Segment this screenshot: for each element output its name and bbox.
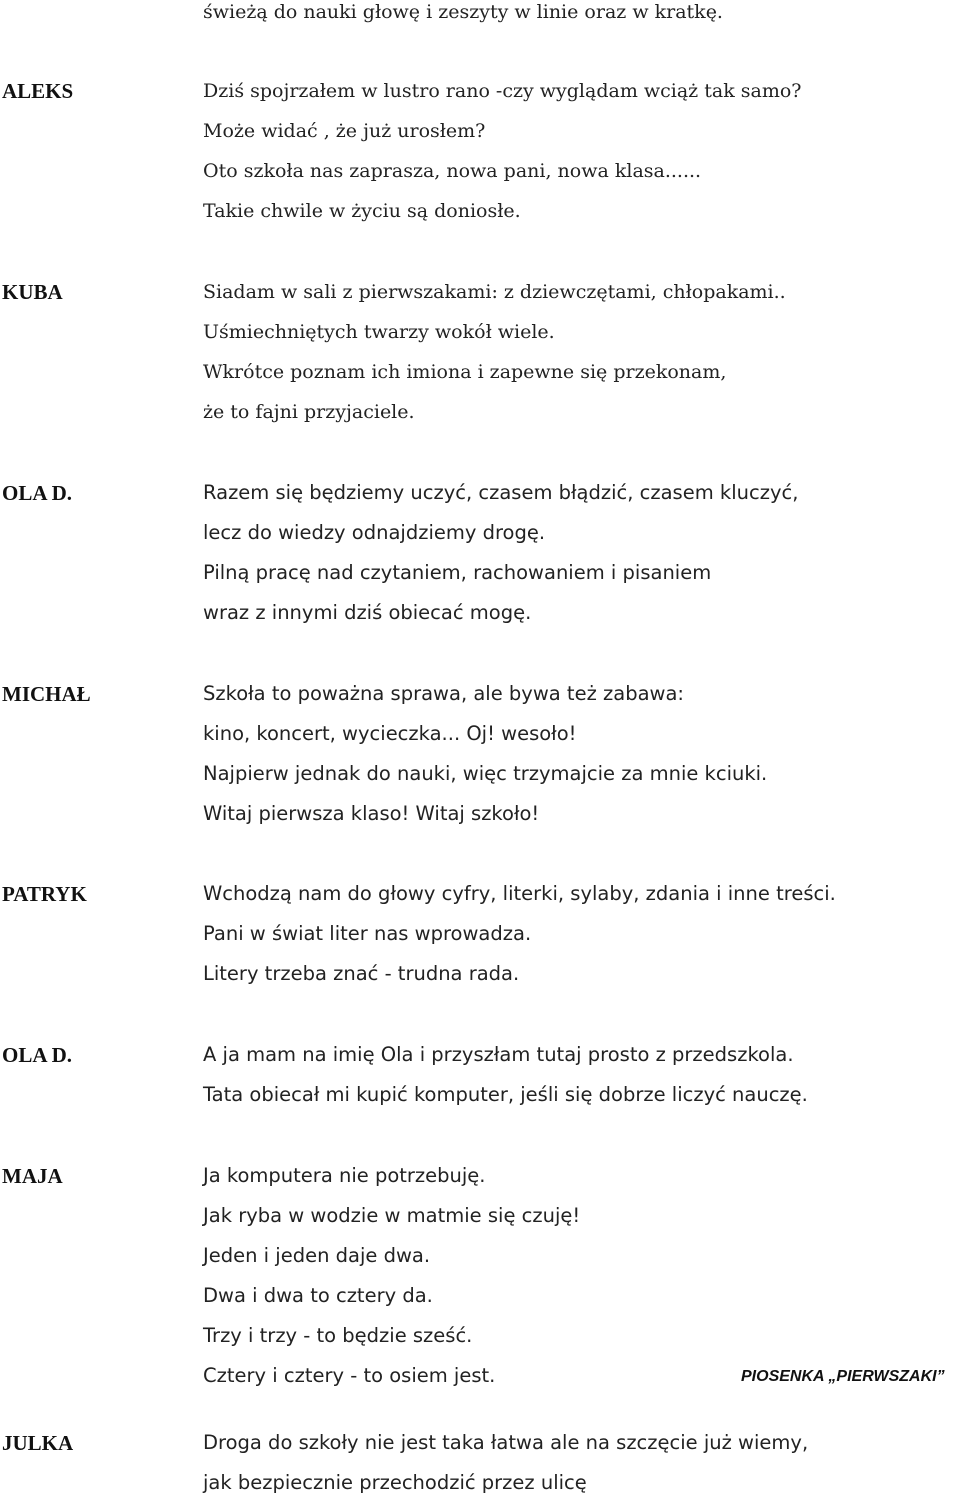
speaker-aleks: ALEKS (2, 79, 74, 103)
song-title: PIOSENKA „PIERWSZAKI” (741, 1368, 945, 1385)
speaker-ola-d: OLA D. (2, 481, 73, 505)
speaker-michal: MICHAŁ (2, 682, 91, 706)
verse-line: Razem się będziemy uczyć, czasem błądzić, czasem kluczyć, (203, 481, 799, 504)
verse-line: Litery trzeba znać - trudna rada. (203, 962, 520, 985)
verse-line: Witaj pierwsza klaso! Witaj szkoło! (203, 802, 540, 825)
verse-line: Może widać , że już urosłem? (203, 120, 486, 142)
speaker-julka: JULKA (2, 1431, 74, 1455)
verse-line: Ja komputera nie potrzebuję. (203, 1164, 486, 1187)
verse-line: Uśmiechniętych twarzy wokół wiele. (203, 321, 555, 343)
verse-line: lecz do wiedzy odnajdziemy drogę. (203, 521, 546, 544)
verse-line: Jeden i jeden daje dwa. (203, 1244, 431, 1267)
verse-line: Siadam w sali z pierwszakami: z dziewczętami, chłopakami.. (203, 281, 786, 303)
verse-line: Droga do szkoły nie jest taka łatwa ale na szczęcie już wiemy, (203, 1431, 809, 1454)
speaker-patryk: PATRYK (2, 882, 87, 906)
verse-line: A ja mam na imię Ola i przyszłam tutaj prosto z przedszkola. (203, 1043, 794, 1066)
verse-line: Szkoła to poważna sprawa, ale bywa też zabawa: (203, 682, 684, 705)
verse-line: Wchodzą nam do głowy cyfry, literki, sylaby, zdania i inne treści. (203, 882, 836, 905)
verse-line: że to fajni przyjaciele. (203, 401, 415, 423)
speaker-ola-d: OLA D. (2, 1043, 73, 1067)
verse-line: kino, koncert, wycieczka... Oj! wesoło! (203, 722, 577, 745)
intro-line: świeżą do nauki głowę i zeszyty w linie oraz w kratkę. (203, 1, 723, 23)
verse-line: Najpierw jednak do nauki, więc trzymajcie za mnie kciuki. (203, 762, 768, 785)
verse-line: Tata obiecał mi kupić komputer, jeśli się dobrze liczyć nauczę. (203, 1083, 808, 1106)
speaker-maja: MAJA (2, 1164, 63, 1188)
speaker-kuba: KUBA (2, 280, 63, 304)
verse-line: wraz z innymi dziś obiecać mogę. (203, 601, 532, 624)
verse-line: Dwa i dwa to cztery da. (203, 1284, 433, 1307)
verse-line: Pani w świat liter nas wprowadza. (203, 922, 532, 945)
verse-line: Oto szkoła nas zaprasza, nowa pani, nowa klasa...... (203, 160, 702, 182)
verse-line: Wkrótce poznam ich imiona i zapewne się przekonam, (203, 361, 727, 383)
verse-line: Jak ryba w wodzie w matmie się czuję! (203, 1204, 581, 1227)
verse-line: Trzy i trzy - to będzie sześć. (203, 1324, 473, 1347)
verse-line: Takie chwile w życiu są doniosłe. (203, 200, 521, 222)
verse-line: Dziś spojrzałem w lustro rano -czy wyglądam wciąż tak samo? (203, 80, 802, 102)
verse-line: Pilną pracę nad czytaniem, rachowaniem i pisaniem (203, 561, 712, 584)
verse-line: jak bezpiecznie przechodzić przez ulicę (203, 1471, 587, 1494)
verse-line: Cztery i cztery - to osiem jest. (203, 1364, 496, 1387)
